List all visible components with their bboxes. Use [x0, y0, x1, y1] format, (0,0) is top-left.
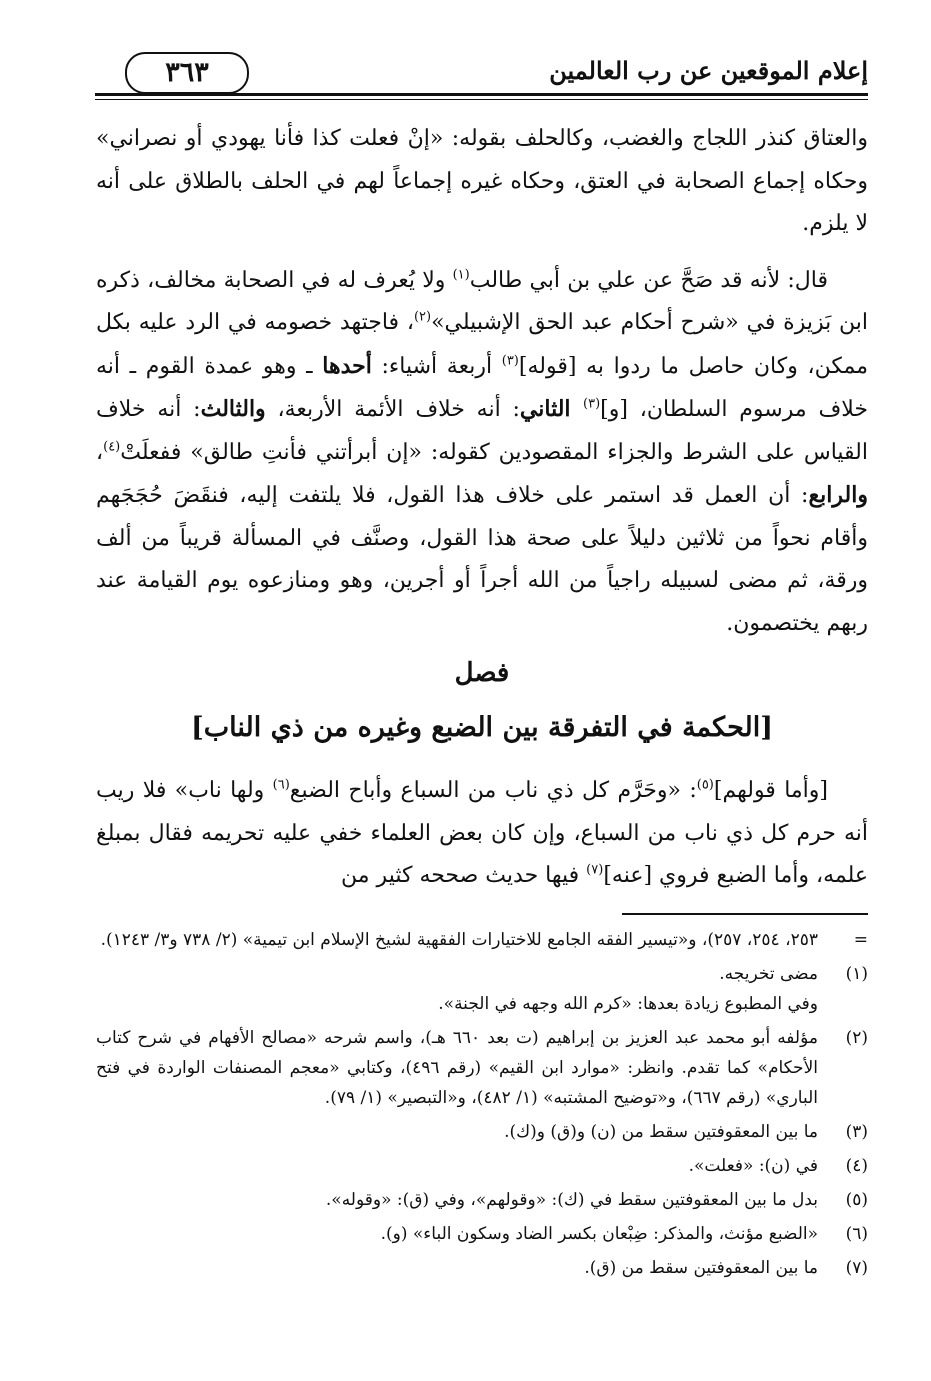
footnote — [96, 959, 868, 1019]
footnote-number: = — [853, 930, 868, 950]
footnote-ref: (٣) — [501, 353, 519, 369]
footnote-text: في (ن): «فعلت». — [688, 1156, 818, 1176]
bold-term: أحدها — [322, 352, 372, 379]
text-run: : «وحَرَّم كل ذي ناب من السباع وأباح الضبع — [289, 778, 697, 803]
footnote-ref: (٧) — [586, 862, 604, 878]
footnote — [96, 925, 868, 955]
footnote — [96, 1253, 868, 1283]
footnote-text: ما بين المعقوفتين سقط من (ن) و(ق) و(ك). — [504, 1122, 818, 1142]
paragraph-2 — [96, 260, 868, 646]
footnote-text: بدل ما بين المعقوفتين سقط في (ك): «وقولهم»، وفي (ق): «وقوله». — [325, 1190, 818, 1210]
text-run: [وأما قولهم] — [713, 778, 829, 803]
footnote-number: (١) — [845, 964, 868, 984]
text-run: : أنه خلاف القياس على الشرط والجزاء المقصودين كقوله: «إن أبرأتني فأنتِ طالق» ففعلَتْ — [96, 397, 868, 465]
text-run: ، — [96, 439, 104, 465]
text-run: قال: لأنه قد صَحَّ عن علي بن أبي طالب — [469, 267, 828, 293]
footnote-text: ما بين المعقوفتين سقط من (ق). — [584, 1258, 818, 1278]
footnote-text: «الضبع مؤنث، والمذكر: ضِبْعان بكسر الضاد وسكون الباء» (و). — [380, 1224, 818, 1244]
footnote-number: (٤) — [845, 1156, 868, 1176]
text-run: : أنه خلاف الأئمة الأربعة، — [265, 397, 520, 422]
footnote-ref: (٤) — [103, 439, 121, 455]
paragraph-3 — [96, 770, 868, 898]
footnote-separator — [622, 913, 868, 915]
header-rule-thin — [95, 99, 868, 100]
footnote — [96, 1185, 868, 1215]
page-header — [95, 50, 868, 98]
footnote-number: (٢) — [845, 1028, 868, 1048]
text-run: ، فاجتهد خصومه في الرد عليه بكل ممكن، وكان حاصل ما ردوا به [قوله] — [96, 310, 868, 379]
footnote-ref: (٢) — [413, 309, 432, 325]
text-run: أربعة أشياء: — [371, 353, 502, 379]
footnote — [96, 1151, 868, 1181]
footnote-number: (٧) — [845, 1258, 868, 1278]
text-run: فيها حديث صححه كثير من — [341, 863, 587, 888]
page-number: ٣٦٣ — [125, 52, 249, 94]
footnotes — [96, 925, 868, 1287]
footnote-text: مضى تخريجه. — [719, 964, 818, 984]
text-run: ـ وهو عمدة القوم ـ أنه خلاف مرسوم السلطان، [و] — [96, 353, 868, 422]
footnote-text: مؤلفه أبو محمد عبد العزيز بن إبراهيم (ت بعد ٦٦٠ هـ)، واسم شرحه «مصالح الأفهام في شرح كتاب الأحكام» كما تقدم. وانظر: «موارد ابن القيم» (رقم ٤٩٦)، وكتابي «معجم المصنفات الواردة في فتح الباري» (رقم ٦٦٧)، و«توضيح المشتبه» (١/ ٤٨٢)، و«التبصير» (١/ ٧٩). — [96, 1028, 818, 1108]
section-label: فصل — [454, 658, 510, 688]
footnote-ref: (٣) — [583, 396, 601, 412]
bold-term: والثالث — [200, 396, 266, 422]
text-run: ولا يُعرف له في الصحابة مخالف، ذكره ابن بَزيزة في «شرح أحكام عبد الحق الإشبيلي» — [96, 267, 868, 335]
bold-term: الثاني — [519, 396, 584, 422]
footnote-ref: (٥) — [696, 777, 714, 793]
running-title: إعلام الموقعين عن رب العالمين — [549, 56, 868, 85]
footnote — [96, 1219, 868, 1249]
footnote-ref: (٦) — [272, 777, 290, 793]
footnote-number: (٦) — [845, 1224, 868, 1244]
footnote — [96, 1023, 868, 1113]
bold-term: والرابع — [808, 482, 868, 508]
footnote — [96, 1117, 868, 1147]
section-title: [الحكمة في التفرقة بين الضبع وغيره من ذي الناب] — [190, 712, 774, 743]
footnote-ref: (١) — [452, 267, 470, 283]
main-text-continued — [96, 770, 868, 898]
footnote-text: وفي المطبوع زيادة بعدها: «كرم الله وجهه في الجنة». — [438, 994, 818, 1014]
footnote-number: (٣) — [845, 1122, 868, 1142]
paragraph-1: والعتاق كنذر اللجاج والغضب، وكالحلف بقوله: «إنْ فعلت كذا فأنا يهودي أو نصراني» وحكاه إجماع الصحابة في العتق، وحكاه غيره إجماعاً لهم في الحلف بالطلاق على أنه لا يلزم. — [96, 126, 868, 236]
main-text — [96, 118, 868, 645]
text-run: : أن العمل قد استمر على خلاف هذا القول، فلا يلتفت إليه، فنقَضَ حُجَجَهم وأقام نحواً من ثلاثين دليلاً على صحة هذا القول، وصنَّف في المسألة قريباً من ألف ورقة، ثم مضى لسبيله راجياً من الله أجراً أو أجرين، وهو ومنازعوه يوم القيامة عند ربهم يختصمون. — [96, 483, 868, 636]
text-run: ولها ناب» فلا ريب أنه حرم كل ذي ناب من السباع، وإن كان بعض العلماء خفي عليه تحريمه فقال بمبلغ علمه، وأما الضبع فروي [عنه] — [96, 778, 868, 888]
footnote-text: ٢٥٣، ٢٥٤، ٢٥٧)، و«تيسير الفقه الجامع للاختيارات الفقهية لشيخ الإسلام ابن تيمية» (٢/ ٧٣٨ و٣/ ١٢٤٣). — [100, 930, 818, 950]
footnote-number: (٥) — [845, 1190, 868, 1210]
